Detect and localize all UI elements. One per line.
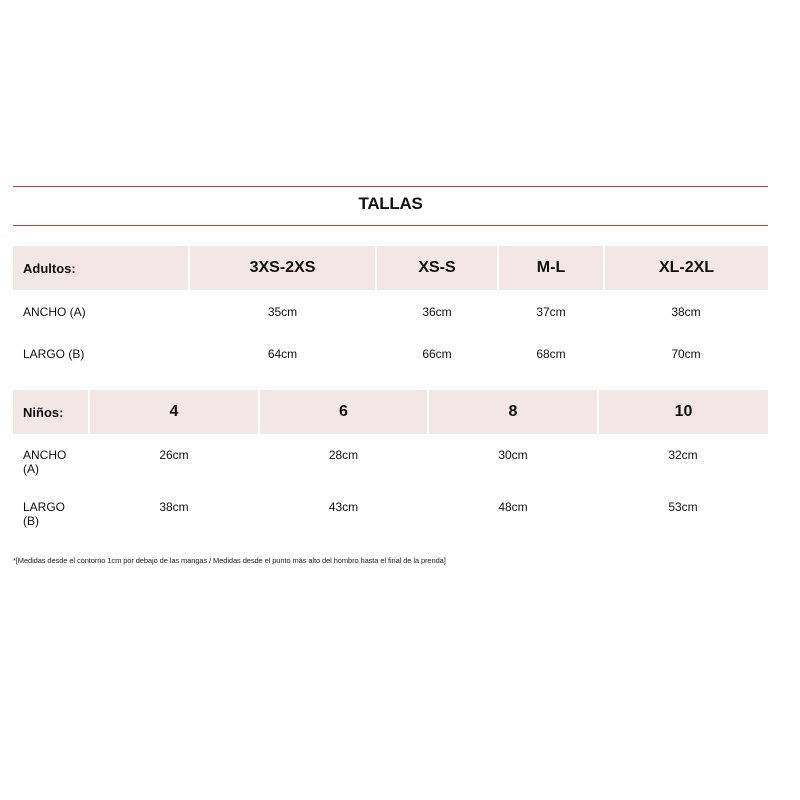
table-cell: 66cm [422,347,452,361]
table-header-row [13,390,768,434]
size-header: 10 [598,390,768,434]
table-cell: 53cm [668,500,698,514]
table-cell: 64cm [267,347,298,361]
table-cell: 48cm [498,500,528,514]
table-cell: 68cm [536,347,566,361]
table-cell: 43cm [328,500,359,514]
row-label: LARGO (B) [23,347,85,361]
table-cell: 26cm [159,448,189,462]
size-header: 4 [89,390,259,434]
adults-size-table [13,246,768,374]
footnote: *[Medidas desde el contorno 1cm por debajo de las mangas / Medidas desde el punto más alto del hombro hasta el final de la prenda] [13,556,446,565]
table-cell: 28cm [328,448,359,462]
table-cell: 36cm [422,305,452,319]
table-cell: 37cm [536,305,566,319]
size-header: 3XS-2XS [189,246,376,290]
table-cell: 30cm [498,448,528,462]
size-header: M-L [498,246,604,290]
table-cell: 32cm [668,448,698,462]
title-rule [13,225,768,226]
page-title: TALLAS [358,194,423,213]
table-row [13,434,768,488]
table-row [13,290,768,334]
table-row [13,488,768,540]
table-cell: 35cm [267,305,298,319]
size-header: 6 [259,390,428,434]
size-header: XS-S [376,246,498,290]
row-label: ANCHO (A) [23,448,67,476]
size-header: XL-2XL [604,246,768,290]
table-cell: 38cm [159,500,189,514]
row-label: LARGO (B) [23,500,66,528]
table-cell: 38cm [671,305,701,319]
table-row [13,334,768,374]
kids-label: Niños: [13,390,89,434]
row-label: ANCHO (A) [23,305,86,319]
table-cell: 70cm [671,347,701,361]
top-rule [13,186,768,187]
adults-label: Adultos: [13,246,189,290]
kids-size-table [13,390,768,540]
size-header: 8 [428,390,598,434]
table-header-row [13,246,768,290]
